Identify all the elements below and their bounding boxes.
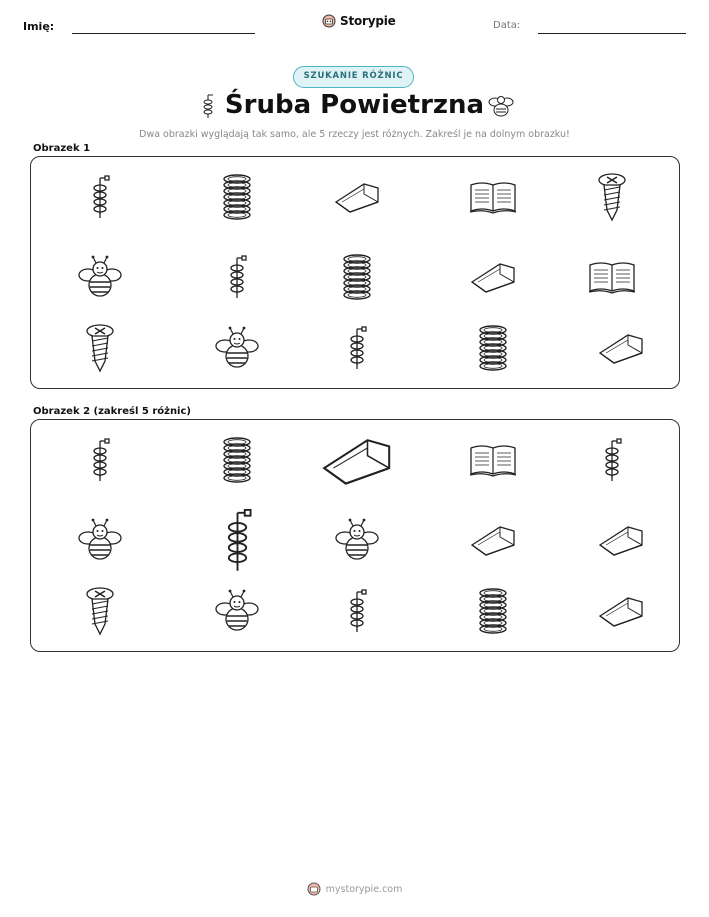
picture2-wedge-icon[interactable] (598, 523, 644, 557)
picture1-book-icon (469, 179, 517, 215)
picture2-label: Obrazek 2 (zakreśl 5 różnic) (33, 406, 191, 417)
picture2-wedge-icon[interactable] (598, 594, 644, 628)
footer (0, 882, 709, 896)
picture1-spring-icon (222, 174, 252, 220)
name-label: Imię: (23, 20, 55, 33)
picture2-propeller-screw-icon[interactable] (90, 437, 110, 483)
picture2-spring-icon[interactable] (222, 437, 252, 483)
picture1-bee-icon (215, 326, 259, 370)
picture2-panel[interactable] (30, 419, 680, 652)
picture2-propeller-screw-icon[interactable] (223, 507, 252, 574)
instructions: Dwa obrazki wyglądają tak samo, ale 5 rzeczy jest różnych. Zakreśl je na dolnym obrazku! (139, 129, 570, 140)
picture2-wedge-icon[interactable] (470, 523, 516, 557)
picture2-bee-icon[interactable] (335, 518, 379, 562)
footer-logo-icon (307, 882, 321, 896)
footer-url[interactable]: mystorypie.com (325, 883, 403, 895)
picture1-label: Obrazek 1 (33, 143, 91, 154)
picture1-bee-icon (78, 255, 122, 299)
picture1-propeller-screw-icon (347, 325, 367, 371)
picture2-book-icon[interactable] (469, 442, 517, 478)
picture2-bee-icon[interactable] (215, 589, 259, 633)
picture1-wedge-icon (334, 180, 380, 214)
brand-name: Storypie (340, 14, 396, 28)
storypie-logo-icon (322, 14, 336, 28)
picture1-screw-icon (597, 172, 627, 222)
picture2-bee-icon[interactable] (78, 518, 122, 562)
brand-logo (322, 14, 396, 28)
picture1-propeller-screw-icon (90, 174, 110, 220)
date-label: Data: (493, 20, 521, 31)
picture1-propeller-screw-icon (227, 254, 247, 300)
picture2-spring-icon[interactable] (478, 588, 508, 634)
title-bee-icon (486, 92, 516, 120)
picture1-screw-icon (85, 323, 115, 373)
picture2-screw-icon[interactable] (85, 586, 115, 636)
picture2-wedge-icon[interactable] (321, 434, 392, 487)
date-line[interactable] (538, 33, 686, 34)
picture2-propeller-screw-icon[interactable] (602, 437, 622, 483)
picture1-wedge-icon (470, 260, 516, 294)
picture1-wedge-icon (598, 331, 644, 365)
name-line[interactable] (72, 33, 255, 34)
picture1-book-icon (588, 259, 636, 295)
picture1-spring-icon (342, 254, 372, 300)
picture2-propeller-screw-icon[interactable] (347, 588, 367, 634)
picture1-spring-icon (478, 325, 508, 371)
category-badge: SZUKANIE RÓŻNIC (293, 66, 414, 88)
page-title: Śruba Powietrzna (224, 90, 485, 120)
picture1-panel (30, 156, 680, 389)
